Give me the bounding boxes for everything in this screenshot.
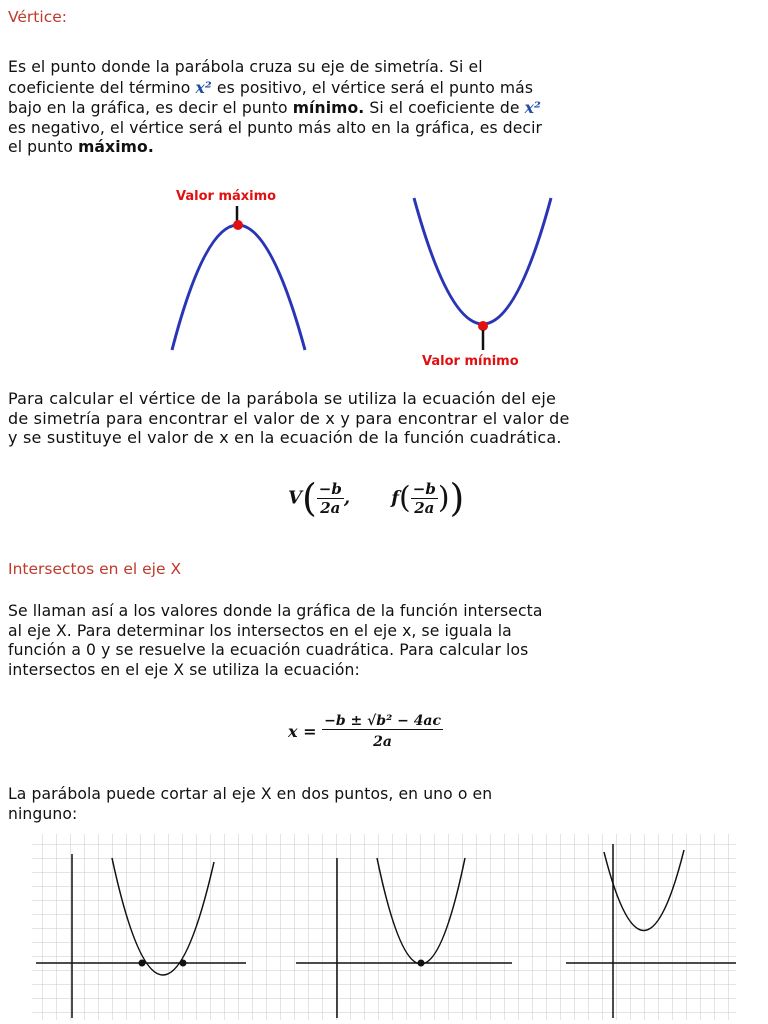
text-line: es negativo, el vértice será el punto más alto en la gráfica, es decir [8, 118, 543, 137]
vertex-paragraph [8, 58, 766, 158]
text-line: el punto máximo. [8, 138, 154, 156]
vertex-parabolas-figure [0, 180, 768, 370]
intersection-point [139, 960, 146, 967]
text-line: al eje X. Para determinar los intersectos en el eje x, se iguala la [8, 621, 512, 640]
vertex-calc-paragraph [8, 389, 766, 448]
intersection-point [418, 960, 425, 967]
text-line: bajo en la gráfica, es decir el punto mínimo. Si el coeficiente de x² [8, 98, 541, 117]
grid-background [32, 834, 736, 1020]
intersections-figure [0, 830, 768, 1024]
text-line: ninguno: [8, 804, 78, 823]
text-line: Para calcular el vértice de la parábola se utiliza la ecuación del eje [8, 389, 557, 408]
math-x-squared: x² [195, 77, 212, 97]
intersects-paragraph [8, 602, 766, 680]
parabola-opening-up [414, 198, 551, 324]
text-line: La parábola puede cortar al eje X en dos puntos, en uno o en [8, 785, 493, 803]
max-point [233, 220, 243, 230]
intersection-point [180, 960, 187, 967]
parabola-opening-down [172, 225, 305, 350]
text-line: de simetría para encontrar el valor de x y para encontrar el valor de [8, 408, 570, 428]
section-title-intersects: Intersectos en el eje X [8, 560, 182, 578]
text-line: función a 0 y se resuelve la ecuación cuadrática. Para calcular los [8, 641, 529, 659]
text-line: y se sustituye el valor de x en la ecuación de la función cuadrática. [8, 428, 562, 447]
text-line: coeficiente del término x² es positivo, el vértice será el punto más [8, 77, 534, 97]
text-line: Es el punto donde la parábola cruza su eje de simetría. Si el [8, 58, 483, 76]
cuts-paragraph [8, 785, 766, 824]
label-min-value: Valor mínimo [422, 354, 519, 369]
min-point [478, 321, 488, 331]
math-x-squared: x² [524, 98, 541, 117]
section-title-vertex: Vértice: [8, 8, 67, 26]
vertex-formula: V( $\frac{-b}{2a}$ , f( $\frac{-b}{2a}$ )) [288, 476, 465, 520]
text-line: Se llaman así a los valores donde la gráfica de la función intersecta [8, 602, 543, 620]
text-line: intersectos en el eje X se utiliza la ecuación: [8, 660, 360, 679]
label-max-value: Valor máximo [176, 189, 277, 204]
quadratic-formula: x = $\frac{\text{−b ± √b² − 4ac}}{2a}$ [288, 713, 442, 750]
